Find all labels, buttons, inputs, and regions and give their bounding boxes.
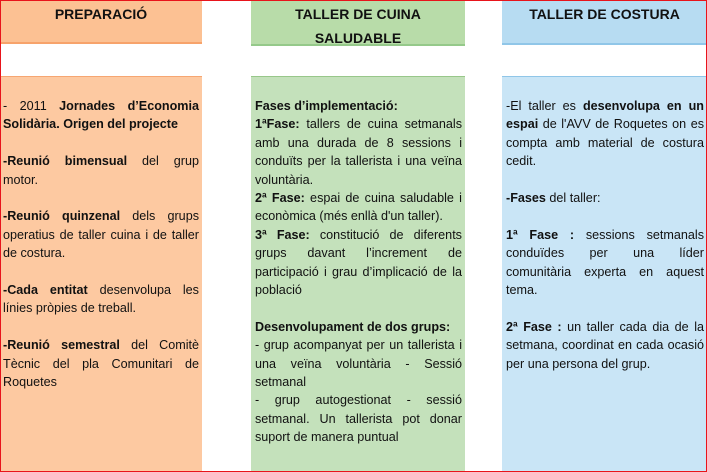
text-bold: -Reunió bimensual	[3, 154, 128, 169]
header-taller-costura	[502, 0, 707, 45]
text: del taller:	[545, 191, 601, 206]
column-preparacio	[0, 76, 202, 472]
text-bold: 2ª Fase :	[506, 319, 562, 334]
header-costura-label: TALLER DE COSTURA	[529, 6, 680, 22]
cuina-fase-1	[255, 115, 462, 189]
text: del Comitè Tècnic del pla Comunitari de Roquetes	[3, 338, 199, 390]
text: tallers de cuina setmanals amb una durada de 8 sessions i conduïts per la tallerista i una veïna voluntària.	[255, 117, 462, 187]
text-bold: 1ªFase:	[255, 117, 300, 132]
header-taller-cuina	[251, 0, 465, 46]
column-taller-costura	[502, 76, 707, 472]
text: desenvolupa les línies pròpies de treball.	[3, 283, 199, 316]
costura-fase-2	[506, 318, 704, 373]
header-preparacio-label: PREPARACIÓ	[54, 6, 148, 22]
text: dels grups operatius de taller cuina i de taller de costura.	[3, 209, 199, 261]
text: de l'AVV de Roquetes on es compta amb material de costura cedit.	[506, 117, 704, 169]
preparacio-item-semestral	[3, 336, 199, 391]
text: - 2011	[3, 99, 60, 113]
preparacio-item-entitat	[3, 281, 199, 318]
cuina-grup-autogestionat: - grup autogestionat - sessió setmanal. Un tallerista pot donar suport de manera puntual	[255, 393, 462, 445]
header-cuina-line2: SALUDABLE	[314, 30, 402, 46]
text-bold: -Reunió semestral	[3, 338, 120, 353]
preparacio-item-bimensual	[3, 152, 199, 189]
text-bold: Jornades d’Economia Solidària. Origen del projecte	[3, 99, 199, 132]
text: constitució de diferents grups davant l’increment de participació i grau d’implicació de la població	[255, 227, 462, 298]
preparacio-item-quinzenal	[3, 207, 199, 262]
text-bold: desenvolupa en un espai	[506, 99, 704, 132]
text-bold: 3ª Fase:	[255, 227, 310, 242]
costura-intro	[506, 97, 704, 171]
cuina-grup-acompanyat: - grup acompanyat per un tallerista i una veïna voluntària - Sessió setmanal	[255, 338, 462, 390]
text-bold: -Fases	[506, 191, 546, 206]
header-cuina-line1: TALLER DE CUINA	[295, 6, 421, 22]
header-preparacio	[0, 0, 202, 44]
text-bold: 2ª Fase:	[255, 191, 305, 206]
cuina-desenvolupament-title: Desenvolupament de dos grups:	[255, 319, 451, 334]
preparacio-item-jornades	[3, 97, 199, 134]
text: -El taller es	[506, 99, 583, 113]
text: del grup motor.	[3, 154, 200, 187]
text: espai de cuina saludable i econòmica (més enllà d'un taller).	[255, 191, 462, 224]
cuina-fase-3	[255, 226, 462, 300]
text-bold: -Reunió quinzenal	[3, 209, 121, 224]
text: un taller cada dia de la setmana, coordinat en cada ocasió per una persona del grup.	[506, 319, 705, 371]
text-bold: 1ª Fase :	[506, 227, 575, 242]
column-taller-cuina	[251, 76, 465, 472]
cuina-fases-title: Fases d’implementació:	[255, 99, 398, 113]
text: sessions setmanals conduïdes per una líder comunitària experta en aquest tema.	[506, 227, 704, 298]
cuina-fase-2	[255, 189, 462, 226]
costura-fase-1	[506, 226, 704, 300]
costura-fases-title	[506, 189, 704, 207]
text-bold: -Cada entitat	[3, 283, 88, 298]
